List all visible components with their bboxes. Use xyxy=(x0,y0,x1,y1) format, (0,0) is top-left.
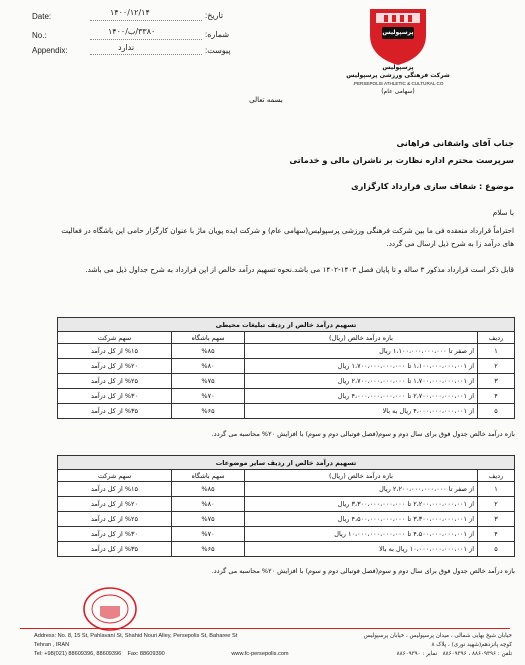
logo-emblem-text: پرسپولیس xyxy=(382,29,414,36)
footer-phone-fa: تلفن : ۸۸۶۰۹۳۹۶ ، ۸۸۶۰۹۳۹۶ xyxy=(442,651,512,657)
table-row xyxy=(58,374,515,389)
recipient-title: سرپرست محترم اداره نظارت بر ناشران مالی و خدماتی xyxy=(289,155,514,165)
logo-name: پرسپولیس xyxy=(382,64,414,71)
table-cell: %۱۵ از کل درآمد xyxy=(58,482,172,497)
table-cell: %۳۰ از کل درآمد xyxy=(58,389,172,404)
logo-type: (سهامی عام) xyxy=(381,88,415,95)
date-label: Date: xyxy=(32,12,52,21)
table-cell: از ۱۰،۰۰۰،۰۰۰،۰۰۰،۰۰۱ ریال به بالا xyxy=(245,542,478,557)
table-cell: ۴ xyxy=(478,389,515,404)
table-cell: %۸۰ xyxy=(172,497,245,512)
table-other-topics xyxy=(57,455,515,557)
table-cell: از ۴،۵۰۰،۰۰۰،۰۰۰،۰۰۱ تا ۱۰،۰۰۰،۰۰۰،۰۰۰،۰۰۰ ریال xyxy=(245,527,478,542)
logo-caption xyxy=(346,64,450,96)
table1-caption: تسهیم درآمد خالص از ردیف تبلیغات محیطی xyxy=(58,318,515,332)
recipient-name: جناب آقای واشقانی فراهانی xyxy=(396,138,514,148)
table1-header-range: بازه درآمد خالص (ریال) xyxy=(245,332,478,344)
table-cell: %۲۵ از کل درآمد xyxy=(58,512,172,527)
table-cell: %۸۵ xyxy=(172,482,245,497)
table-cell: %۷۰ xyxy=(172,389,245,404)
footer-tel-en: Tel: +98(021) 88609396, 88609396 xyxy=(34,651,122,657)
table-row xyxy=(58,512,515,527)
table-cell: ۲ xyxy=(478,497,515,512)
table-cell: %۶۵ xyxy=(172,542,245,557)
letter-subject: موضوع : شفاف سازی قرارداد کارگزاری xyxy=(351,181,514,191)
footer-fax-en: Fax: 88609390 xyxy=(127,651,165,657)
table-cell: %۲۵ از کل درآمد xyxy=(58,374,172,389)
table-row xyxy=(58,344,515,359)
table-cell: از ۳،۳۰۰،۰۰۰،۰۰۰،۰۰۱ تا ۴،۵۰۰،۰۰۰،۰۰۰،۰۰۰ ریال xyxy=(245,512,478,527)
no-fa-label: شماره: xyxy=(205,30,230,39)
table-cell: %۷۰ xyxy=(172,527,245,542)
date-value: ۱۴۰۰/۱۲/۱۴ xyxy=(110,8,150,17)
appendix-line xyxy=(90,54,202,55)
table-row xyxy=(58,359,515,374)
table-cell: از ۲،۲۰۰،۰۰۰،۰۰۰،۰۰۱ تا ۳،۳۰۰،۰۰۰،۰۰۰،۰۰۰ ریال xyxy=(245,497,478,512)
logo-company-en: PERSEPOLIS ATHLETIC & CULTURAL CO. xyxy=(352,81,444,86)
no-line xyxy=(90,39,202,40)
table-cell: ۳ xyxy=(478,374,515,389)
footer-website[interactable]: www.fc-persepolis.com xyxy=(231,651,289,657)
table-cell: %۳۵ از کل درآمد xyxy=(58,542,172,557)
table-cell: از صفر تا ۲،۲۰۰،۰۰۰،۰۰۰،۰۰۰ ریال xyxy=(245,482,478,497)
table-cell: %۲۰ از کل درآمد xyxy=(58,359,172,374)
persepolis-logo xyxy=(362,5,434,67)
appendix-label: Appendix: xyxy=(32,46,68,55)
footer-addr-fa-2: کوچه پانزدهم(شهید نوری) ، پلاک ۸ xyxy=(431,642,512,648)
table-cell: از ۱،۱۰۰،۰۰۰،۰۰۰،۰۰۱ تا ۱،۷۰۰،۰۰۰،۰۰۰،۰۰۰ ریال xyxy=(245,359,478,374)
table-cell: %۷۵ xyxy=(172,512,245,527)
table-row xyxy=(58,497,515,512)
table-cell: از ۴،۰۰۰،۰۰۰،۰۰۰،۰۰۱ ریال به بالا xyxy=(245,404,478,419)
footer-fax-fa: نمابر : ۸۸۶۰۹۳۹۰ xyxy=(396,651,438,657)
table1-header-row: ردیف xyxy=(478,332,515,344)
table-cell: %۱۵ از کل درآمد xyxy=(58,344,172,359)
date-line xyxy=(90,20,202,21)
table-cell: %۸۰ xyxy=(172,359,245,374)
footer-address-fa xyxy=(316,632,512,659)
footer-contact-fa xyxy=(316,650,512,659)
table2-header-company-share: سهم شرکت xyxy=(58,470,172,482)
table2-caption: تسهیم درآمد خالص از ردیف سایر موضوعات xyxy=(58,456,515,470)
no-label: No.: xyxy=(32,31,47,40)
table1-header-club-share: سهم باشگاه xyxy=(172,332,245,344)
table-cell: از ۲،۷۰۰،۰۰۰،۰۰۰،۰۰۱ تا ۴،۰۰۰،۰۰۰،۰۰۰،۰۰۰ ریال xyxy=(245,389,478,404)
table-cell: از صفر تا ۱،۱۰۰،۰۰۰،۰۰۰،۰۰۰ ریال xyxy=(245,344,478,359)
bismillah: بسمه تعالی xyxy=(249,96,283,104)
paragraph-2: قابل ذکر است قرارداد مذکور ۳ ساله و تا پایان فصل ۱۴۰۳-۱۴۰۲ می باشد.نحوه تسهیم درآمد خالص از این قرارداد به شرح جداول ذیل می باشد. xyxy=(85,265,514,274)
footer-addr-en-1: Address: No. 8, 15 St, Pahlavani St, Shahid Nouri Alley, Persepolis St, Baharee St xyxy=(34,633,238,639)
table2-header-range: بازه درآمد خالص (ریال) xyxy=(245,470,478,482)
table-cell: ۵ xyxy=(478,542,515,557)
table-row xyxy=(58,404,515,419)
table-cell: ۳ xyxy=(478,512,515,527)
table-cell: %۷۵ xyxy=(172,374,245,389)
table2-header-row: ردیف xyxy=(478,470,515,482)
persepolis-emblem-icon xyxy=(362,5,434,67)
table-cell: %۲۰ از کل درآمد xyxy=(58,497,172,512)
table-cell: %۸۵ xyxy=(172,344,245,359)
table-row xyxy=(58,482,515,497)
table-cell: ۱ xyxy=(478,482,515,497)
table1-header-company-share: سهم شرکت xyxy=(58,332,172,344)
footer-addr-fa-1: خیابان شیخ بهایی شمالی ، میدان پرسپولیس ، خیابان پرسپولیس xyxy=(363,633,512,639)
table1-note: بازه درآمد خالص جدول فوق برای سال دوم و سوم(فصل فوتبالی دوم و سوم) با افزایش ۲۰% محاسبه می گردد. xyxy=(211,430,515,438)
table2-note: بازه درآمد خالص جدول فوق برای سال دوم و سوم(فصل فوتبالی دوم و سوم) با افزایش ۲۰% محاسبه می گردد. xyxy=(211,567,515,575)
date-fa-label: تاریخ: xyxy=(205,11,224,20)
table-row xyxy=(58,527,515,542)
table-row xyxy=(58,389,515,404)
table2-header-club-share: سهم باشگاه xyxy=(172,470,245,482)
paragraph-1: احتراماً قرارداد منعقده فی ما بین شرکت فرهنگی ورزشی پرسپولیس(سهامی عام) و شرکت ایده پویان ماژ با عنوان کارگزار حامی این باشگاه در فعالیت های درآمد زا به شرح ذیل ارسال می گردد. xyxy=(61,226,514,248)
table-cell: ۵ xyxy=(478,404,515,419)
appendix-value: ندارد xyxy=(118,43,135,52)
table-cell: ۲ xyxy=(478,359,515,374)
table-cell: %۶۵ xyxy=(172,404,245,419)
company-stamp-icon xyxy=(82,586,138,632)
table-ambient-advertising xyxy=(57,317,515,419)
table-row xyxy=(58,542,515,557)
table-cell: ۱ xyxy=(478,344,515,359)
appendix-fa-label: پیوست: xyxy=(205,46,231,55)
footer-addr-en-2: Tehran , IRAN xyxy=(34,642,70,648)
table-cell: ۴ xyxy=(478,527,515,542)
table-cell: %۳۵ از کل درآمد xyxy=(58,404,172,419)
table-cell: %۳۰ از کل درآمد xyxy=(58,527,172,542)
table-cell: از ۱،۷۰۰،۰۰۰،۰۰۰،۰۰۱ تا ۲،۷۰۰،۰۰۰،۰۰۰،۰۰۰ ریال xyxy=(245,374,478,389)
logo-company: شرکت فرهنگی ورزشی پرسپولیس xyxy=(346,72,450,79)
greeting: با سلام xyxy=(492,208,514,217)
footer-rule xyxy=(20,628,510,629)
no-value: ۳۳۸۰/ب/۱۴۰۰ xyxy=(108,27,156,36)
